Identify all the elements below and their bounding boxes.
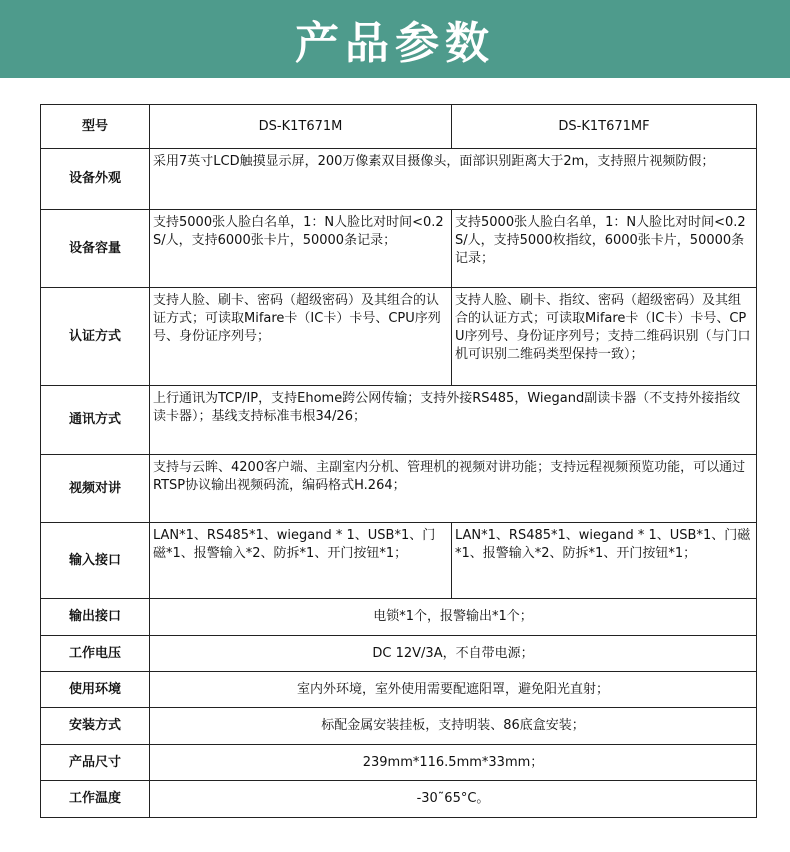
page-title: 产品参数 — [295, 18, 495, 69]
row-label: 产品尺寸 — [41, 745, 150, 781]
row-label: 通讯方式 — [41, 386, 150, 455]
row-value-a: LAN*1、RS485*1、wiegand * 1、USB*1、门磁*1、报警输入*2、防拆*1、开门按钮*1； — [150, 523, 452, 599]
row-label: 使用环境 — [41, 672, 150, 708]
row-value-b: 支持人脸、刷卡、指纹、密码（超级密码）及其组合的认证方式；可读取Mifare卡（IC卡）卡号、CPU序列号、身份证序列号；支持二维码识别（与门口机可识别二维码类型保持一致）； — [452, 288, 757, 386]
row-value: 239mm*116.5mm*33mm； — [150, 745, 757, 781]
table-row — [41, 523, 757, 599]
row-value: 支持与云眸、4200客户端、主副室内分机、管理机的视频对讲功能；支持远程视频预览功能，可以通过RTSP协议输出视频码流，编码格式H.264； — [150, 455, 757, 523]
table-row — [41, 708, 757, 745]
row-value: 电锁*1个，报警输出*1个； — [150, 599, 757, 636]
row-label: 设备外观 — [41, 149, 150, 210]
table-row — [41, 455, 757, 523]
row-label: 视频对讲 — [41, 455, 150, 523]
table-row — [41, 781, 757, 818]
spec-table — [40, 104, 757, 818]
row-label: 输入接口 — [41, 523, 150, 599]
table-row — [41, 672, 757, 708]
row-value-a: 支持人脸、刷卡、密码（超级密码）及其组合的认证方式；可读取Mifare卡（IC卡）卡号、CPU序列号、身份证序列号； — [150, 288, 452, 386]
table-row — [41, 386, 757, 455]
row-value: 上行通讯为TCP/IP，支持Ehome跨公网传输；支持外接RS485，Wiegand副读卡器（不支持外接指纹读卡器）；基线支持标准韦根34/26； — [150, 386, 757, 455]
row-value: 室内外环境，室外使用需要配遮阳罩，避免阳光直射； — [150, 672, 757, 708]
table-row — [41, 105, 757, 149]
row-label: 工作温度 — [41, 781, 150, 818]
row-label: 设备容量 — [41, 210, 150, 288]
table-row — [41, 745, 757, 781]
row-value-b: 支持5000张人脸白名单，1：N人脸比对时间<0.2S/人，支持5000枚指纹，6000张卡片，50000条记录； — [452, 210, 757, 288]
model-a-name: DS-K1T671M — [150, 105, 452, 149]
row-label: 安装方式 — [41, 708, 150, 745]
row-label: 型号 — [41, 105, 150, 149]
table-row — [41, 210, 757, 288]
table-row — [41, 288, 757, 386]
row-label: 输出接口 — [41, 599, 150, 636]
model-b-name: DS-K1T671MF — [452, 105, 757, 149]
row-value: 采用7英寸LCD触摸显示屏，200万像素双目摄像头，面部识别距离大于2m，支持照片视频防假； — [150, 149, 757, 210]
row-label: 工作电压 — [41, 636, 150, 672]
row-value-b: LAN*1、RS485*1、wiegand * 1、USB*1、门磁*1、报警输入*2、防拆*1、开门按钮*1； — [452, 523, 757, 599]
table-row — [41, 636, 757, 672]
row-label: 认证方式 — [41, 288, 150, 386]
table-row — [41, 149, 757, 210]
header-banner — [0, 0, 790, 78]
row-value: -30˜65°C。 — [150, 781, 757, 818]
table-row — [41, 599, 757, 636]
row-value-a: 支持5000张人脸白名单，1：N人脸比对时间<0.2S/人，支持6000张卡片，50000条记录； — [150, 210, 452, 288]
row-value: 标配金属安装挂板，支持明装、86底盒安装； — [150, 708, 757, 745]
row-value: DC 12V/3A，不自带电源； — [150, 636, 757, 672]
